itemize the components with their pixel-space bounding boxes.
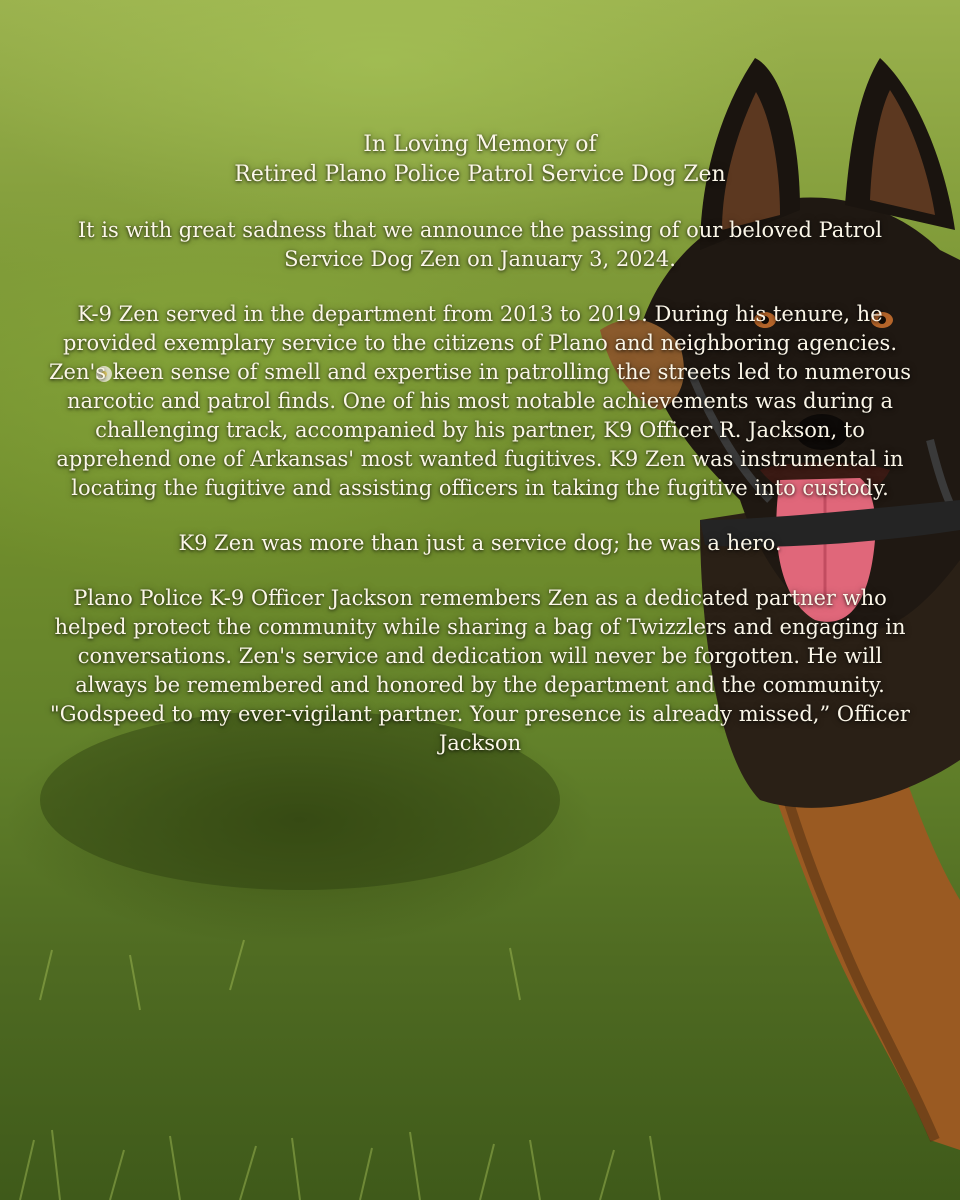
tribute-paragraph: Plano Police K-9 Officer Jackson remembers Zen as a dedicated partner who helped protect the community while sharing a bag of Twizzlers and engaging in conversations. Zen's service and dedication will never be forgotten. He will always be remembered and honored by the department and the community. "Godspeed to my ever-vigilant partner. Your presence is already missed,” Officer Jackson — [50, 586, 910, 755]
title-line-1: In Loving Memory of — [363, 132, 597, 157]
memorial-text — [40, 130, 920, 758]
memorial-title — [40, 130, 920, 190]
title-line-2: Retired Plano Police Patrol Service Dog Zen — [234, 162, 726, 187]
hero-paragraph: K9 Zen was more than just a service dog; he was a hero. — [178, 531, 782, 555]
service-paragraph: K-9 Zen served in the department from 2013 to 2019. During his tenure, he provided exemplary service to the citizens of Plano and neighboring agencies. Zen's keen sense of smell and expertise in patrolling the streets led to numerous narcotic and patrol finds. One of his most notable achievements was during a challenging track, accompanied by his partner, K9 Officer R. Jackson, to apprehend one of Arkansas' most wanted fugitives. K9 Zen was instrumental in locating the fugitive and assisting officers in taking the fugitive into custody. — [48, 302, 912, 500]
announcement-paragraph: It is with great sadness that we announce the passing of our beloved Patrol Service Dog Zen on January 3, 2024. — [77, 218, 883, 271]
